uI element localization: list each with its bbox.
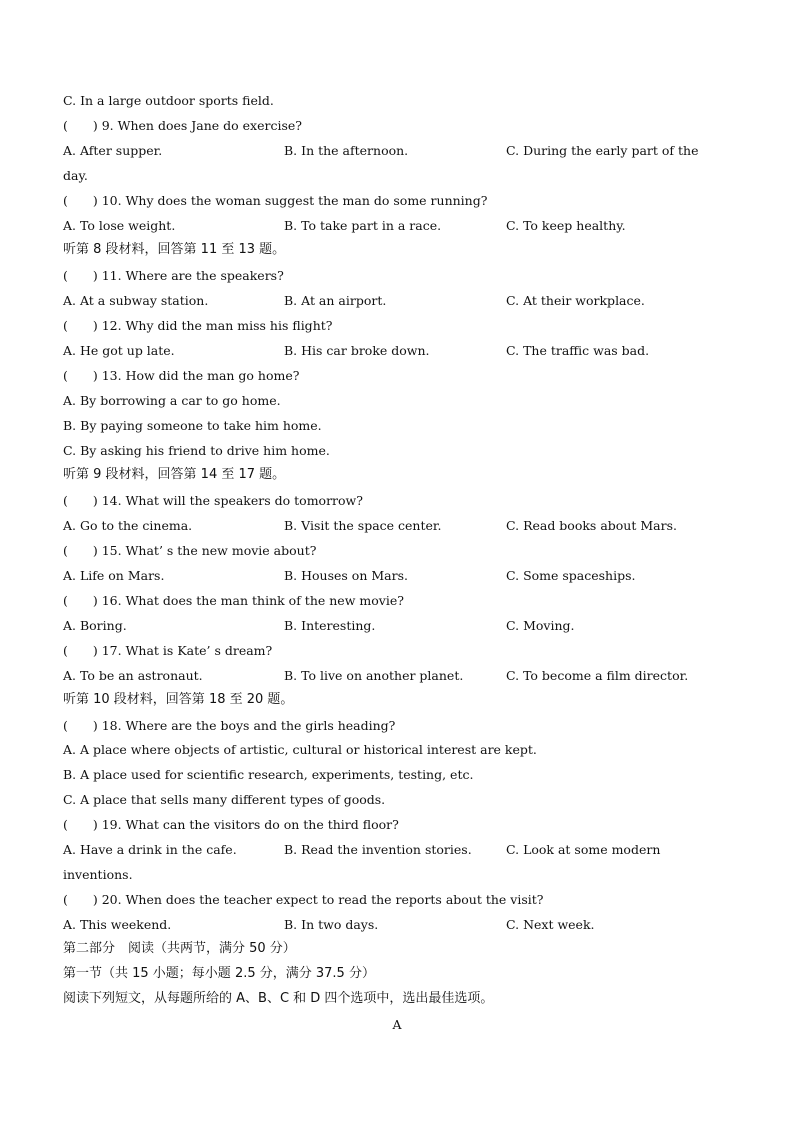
option-c: C. A place that sells many different types of goods. xyxy=(63,792,386,807)
option-a: A. He got up late. xyxy=(63,343,175,358)
option-a: A. At a subway station. xyxy=(63,293,209,308)
option-c: C. At their workplace. xyxy=(506,293,645,308)
section-heading: 第一节（共 15 小题；每小题 2.5 分，满分 37.5 分） xyxy=(63,966,375,981)
option-a: A. To lose weight. xyxy=(63,218,176,233)
option-b: B. A place used for scientific research, experiments, testing, etc. xyxy=(63,767,474,782)
option-b: B. To live on another planet. xyxy=(284,668,464,683)
question-14: ( ) 14. What will the speakers do tomorrow? xyxy=(63,493,363,508)
option-c: C. Next week. xyxy=(506,917,595,932)
question-20: ( ) 20. When does the teacher expect to read the reports about the visit? xyxy=(63,892,544,907)
option-a: A. After supper. xyxy=(63,143,163,158)
option-c: C. To keep healthy. xyxy=(506,218,626,233)
instructions: 阅读下列短文，从每题所给的 A、B、C 和 D 四个选项中，选出最佳选项。 xyxy=(63,991,494,1006)
option-c: C. By asking his friend to drive him home. xyxy=(63,443,330,458)
option-b: B. In the afternoon. xyxy=(284,143,409,158)
option-a: A. Boring. xyxy=(63,618,127,633)
question-11: ( ) 11. Where are the speakers? xyxy=(63,268,284,283)
question-16: ( ) 16. What does the man think of the new movie? xyxy=(63,593,404,608)
option-a: A. Have a drink in the cafe. xyxy=(63,842,237,857)
option-b: B. In two days. xyxy=(284,917,379,932)
option-c-continued: inventions. xyxy=(63,867,133,882)
part-heading: 第二部分 阅读（共两节，满分 50 分） xyxy=(63,941,296,956)
option-line: C. In a large outdoor sports field. xyxy=(63,93,274,108)
section-heading-9: 听第 9 段材料，回答第 14 至 17 题。 xyxy=(63,467,286,482)
option-a: A. This weekend. xyxy=(63,917,172,932)
option-c: C. Moving. xyxy=(506,618,575,633)
option-c: C. During the early part of the xyxy=(506,143,699,158)
passage-label: A xyxy=(392,1017,402,1032)
option-c-continued: day. xyxy=(63,168,88,183)
option-a: A. A place where objects of artistic, cultural or historical interest are kept. xyxy=(63,742,537,757)
question-19: ( ) 19. What can the visitors do on the third floor? xyxy=(63,817,399,832)
section-heading-8: 听第 8 段材料，回答第 11 至 13 题。 xyxy=(63,242,286,257)
option-b: B. To take part in a race. xyxy=(284,218,442,233)
option-a: A. Life on Mars. xyxy=(63,568,165,583)
option-b: B. Visit the space center. xyxy=(284,518,442,533)
option-b: B. At an airport. xyxy=(284,293,387,308)
question-15: ( ) 15. What’ s the new movie about? xyxy=(63,543,317,558)
question-17: ( ) 17. What is Kate’ s dream? xyxy=(63,643,273,658)
option-c: C. Look at some modern xyxy=(506,842,661,857)
section-heading-10: 听第 10 段材料，回答第 18 至 20 题。 xyxy=(63,692,294,707)
option-b: B. Interesting. xyxy=(284,618,376,633)
option-c: C. Some spaceships. xyxy=(506,568,636,583)
question-10: ( ) 10. Why does the woman suggest the man do some running? xyxy=(63,193,488,208)
option-b: B. Read the invention stories. xyxy=(284,842,472,857)
option-b: B. Houses on Mars. xyxy=(284,568,408,583)
question-18: ( ) 18. Where are the boys and the girls heading? xyxy=(63,718,396,733)
option-c: C. To become a film director. xyxy=(506,668,689,683)
option-c: C. Read books about Mars. xyxy=(506,518,677,533)
question-9: ( ) 9. When does Jane do exercise? xyxy=(63,118,302,133)
option-b: B. By paying someone to take him home. xyxy=(63,418,322,433)
option-a: A. Go to the cinema. xyxy=(63,518,193,533)
question-12: ( ) 12. Why did the man miss his flight? xyxy=(63,318,333,333)
option-b: B. His car broke down. xyxy=(284,343,430,358)
option-a: A. By borrowing a car to go home. xyxy=(63,393,281,408)
question-13: ( ) 13. How did the man go home? xyxy=(63,368,300,383)
option-a: A. To be an astronaut. xyxy=(63,668,203,683)
option-c: C. The traffic was bad. xyxy=(506,343,650,358)
